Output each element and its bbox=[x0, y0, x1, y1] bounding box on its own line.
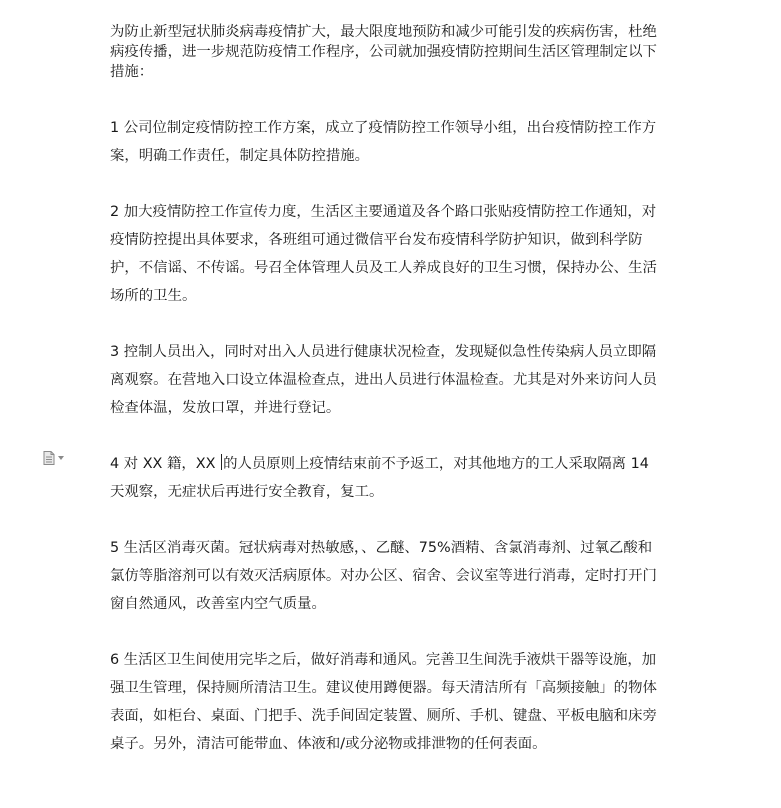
text-cursor bbox=[221, 454, 222, 470]
paragraph-5: 5 生活区消毒灭菌。冠状病毒对热敏感，、乙醚、75%酒精、含氯消毒剂、过氧乙酸和氯仿等脂溶剂可以有效灭活病原体。对办公区、宿舍、会议室等进行消毒，定时打开门窗自然通风，改善室内空气质量。 bbox=[110, 540, 657, 612]
paragraph-marker[interactable] bbox=[43, 449, 71, 467]
paragraph-4-part-2: 的人员原则上疫情结束前不予返工，对其他地方的工人采取隔离 14 天观察，无症状后再进行安全教育，复工。 bbox=[110, 456, 649, 500]
paragraph-6: 6 生活区卫生间使用完毕之后，做好消毒和通风。完善卫生间洗手液烘干器等设施，加强卫生管理，保持厕所清洁卫生。建议使用蹲便器。每天清洁所有「高频接触」的物体表面，如柜台、桌面、门把手、洗手间固定装置、厕所、手机、键盘、平板电脑和床旁桌子。另外，清洁可能带血、体液和/或分泌物或排泄物的任何表面。 bbox=[110, 652, 657, 752]
caret-down-icon bbox=[58, 456, 64, 460]
paragraph-3: 3 控制人员出入，同时对出入人员进行健康状况检查，发现疑似急性传染病人员立即隔离观察。在营地入口设立体温检查点，进出人员进行体温检查。尤其是对外来访问人员检查体温，发放口罩，并进行登记。 bbox=[110, 344, 657, 416]
paragraph-2: 2 加大疫情防控工作宣传力度，生活区主要通道及各个路口张贴疫情防控工作通知，对疫情防控提出具体要求，各班组可通过微信平台发布疫情科学防护知识，做到科学防护，不信谣、不传谣。号召全体管理人员及工人养成良好的卫生习惯，保持办公、生活场所的卫生。 bbox=[110, 204, 657, 304]
paragraph-1: 1 公司位制定疫情防控工作方案，成立了疫情防控工作领导小组，出台疫情防控工作方案，明确工作责任，制定具体防控措施。 bbox=[110, 120, 657, 164]
intro-paragraph: 为防止新型冠状肺炎病毒疫情扩大，最大限度地预防和减少可能引发的疾病伤害，杜绝病疫传播，进一步规范防疫情工作程序，公司就加强疫情防控期间生活区管理制定以下措施： bbox=[110, 24, 657, 80]
paragraph-4[interactable] bbox=[110, 450, 665, 506]
document-icon bbox=[43, 451, 55, 465]
paragraph-4-part-1: 4 对 XX 籍，XX bbox=[110, 456, 221, 472]
